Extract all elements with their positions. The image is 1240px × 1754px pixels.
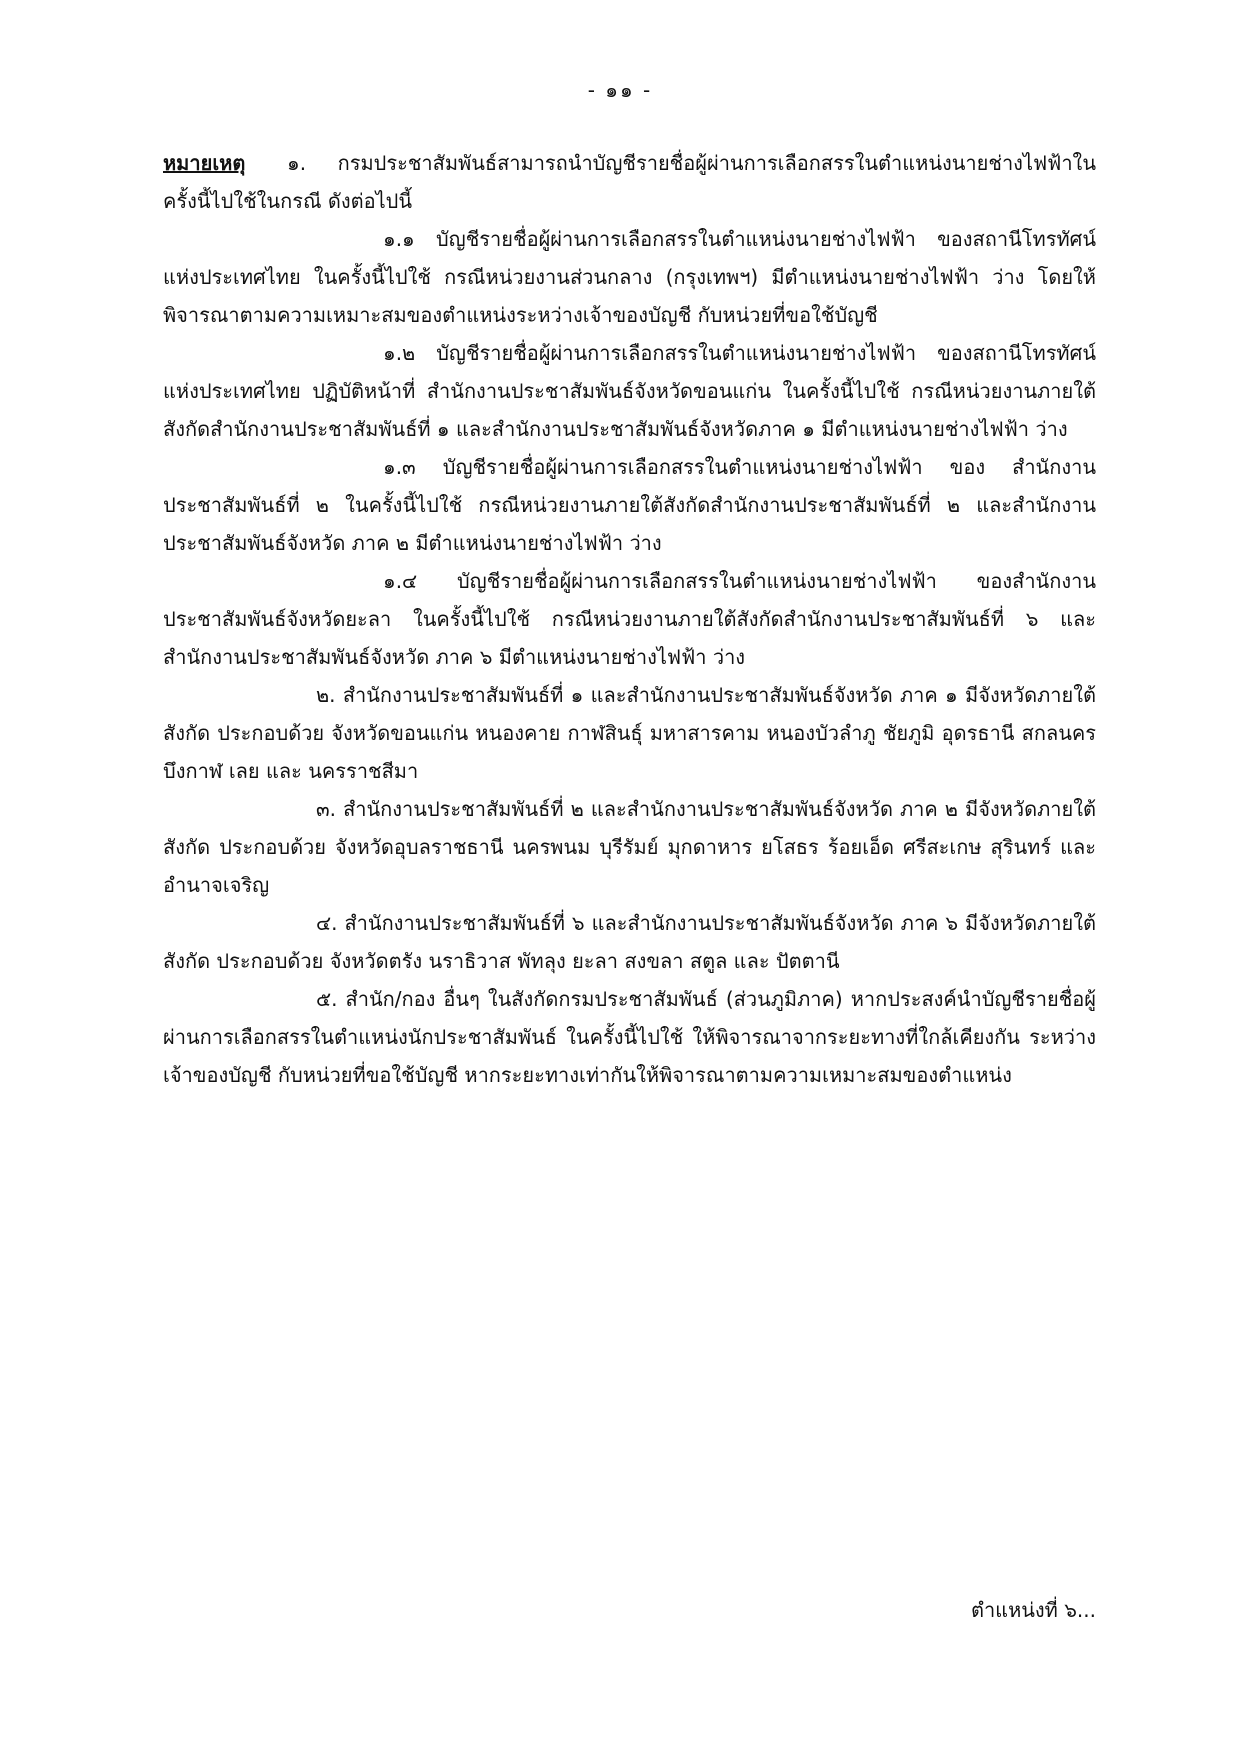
note-item: ๕. สำนัก/กอง อื่นๆ ในสังกัดกรมประชาสัมพันธ์ (ส่วนภูมิภาค) หากประสงค์นำบัญชีรายชื่อผู้ผ่านการเลือกสรรในตำแหน่งนักประชาสัมพันธ์ ในครั้งนี้ไปใช้ ให้พิจารณาจากระยะทางที่ใกล้เคียงกัน ระหว่างเจ้าของบัญชี กับหน่วยที่ขอใช้บัญชี หากระยะทางเท่ากันให้พิจารณาตามความเหมาะสมของตำแหน่ง — [163, 987, 1096, 1087]
note-item: ๒. สำนักงานประชาสัมพันธ์ที่ ๑ และสำนักงานประชาสัมพันธ์จังหวัด ภาค ๑ มีจังหวัดภายใต้สังกัด ประกอบด้วย จังหวัดขอนแก่น หนองคาย กาฬสินธุ์ มหาสารคาม หนองบัวลำภู ชัยภูมิ อุดรธานี สกลนคร บึงกาฬ เลย และ นครราชสีมา — [163, 683, 1096, 783]
note-sub-item: ๑.๓ บัญชีรายชื่อผู้ผ่านการเลือกสรรในตำแหน่งนายช่างไฟฟ้า ของ สำนักงานประชาสัมพันธ์ที่ ๒ ในครั้งนี้ไปใช้ กรณีหน่วยงานภายใต้สังกัดสำนักงานประชาสัมพันธ์ที่ ๒ และสำนักงานประชาสัมพันธ์จังหวัด ภาค ๒ มีตำแหน่งนายช่างไฟฟ้า ว่าง — [163, 455, 1096, 555]
continuation-text: ตำแหน่งที่ ๖... — [970, 1598, 1096, 1622]
note-sub-item: ๑.๑ บัญชีรายชื่อผู้ผ่านการเลือกสรรในตำแหน่งนายช่างไฟฟ้า ของสถานีโทรทัศน์แห่งประเทศไทย ในครั้งนี้ไปใช้ กรณีหน่วยงานส่วนกลาง (กรุงเทพฯ) มีตำแหน่งนายช่างไฟฟ้า ว่าง โดยให้พิจารณาตามความเหมาะสมของตำแหน่งระหว่างเจ้าของบัญชี กับหน่วยที่ขอใช้บัญชี — [163, 227, 1096, 327]
note-item: ๔. สำนักงานประชาสัมพันธ์ที่ ๖ และสำนักงานประชาสัมพันธ์จังหวัด ภาค ๖ มีจังหวัดภายใต้สังกัด ประกอบด้วย จังหวัดตรัง นราธิวาส พัทลุง ยะลา สงขลา สตูล และ ปัตตานี — [163, 911, 1096, 973]
page-number: - ๑๑ - — [587, 78, 653, 102]
note-label: หมายเหตุ — [163, 151, 246, 175]
note-sub-item: ๑.๔ บัญชีรายชื่อผู้ผ่านการเลือกสรรในตำแหน่งนายช่างไฟฟ้า ของสำนักงานประชาสัมพันธ์จังหวัดยะลา ในครั้งนี้ไปใช้ กรณีหน่วยงานภายใต้สังกัดสำนักงานประชาสัมพันธ์ที่ ๖ และสำนักงานประชาสัมพันธ์จังหวัด ภาค ๖ มีตำแหน่งนายช่างไฟฟ้า ว่าง — [163, 569, 1096, 669]
note-item: ๓. สำนักงานประชาสัมพันธ์ที่ ๒ และสำนักงานประชาสัมพันธ์จังหวัด ภาค ๒ มีจังหวัดภายใต้สังกัด ประกอบด้วย จังหวัดอุบลราชธานี นครพนม บุรีรัมย์ มุกดาหาร ยโสธร ร้อยเอ็ด ศรีสะเกษ สุรินทร์ และ อำนาจเจริญ — [163, 797, 1096, 897]
note-sub-item: ๑.๒ บัญชีรายชื่อผู้ผ่านการเลือกสรรในตำแหน่งนายช่างไฟฟ้า ของสถานีโทรทัศน์แห่งประเทศไทย ปฏิบัติหน้าที่ สำนักงานประชาสัมพันธ์จังหวัดขอนแก่น ในครั้งนี้ไปใช้ กรณีหน่วยงานภายใต้สังกัดสำนักงานประชาสัมพันธ์ที่ ๑ และสำนักงานประชาสัมพันธ์จังหวัดภาค ๑ มีตำแหน่งนายช่างไฟฟ้า ว่าง — [163, 341, 1096, 441]
note-section — [163, 144, 1096, 1094]
note-intro-paragraph — [163, 144, 1096, 220]
note-intro-text: ๑. กรมประชาสัมพันธ์สามารถนำบัญชีรายชื่อผู้ผ่านการเลือกสรรในตำแหน่งนายช่างไฟฟ้าในครั้งนี้ไปใช้ในกรณี ดังต่อไปนี้ — [163, 151, 1096, 213]
